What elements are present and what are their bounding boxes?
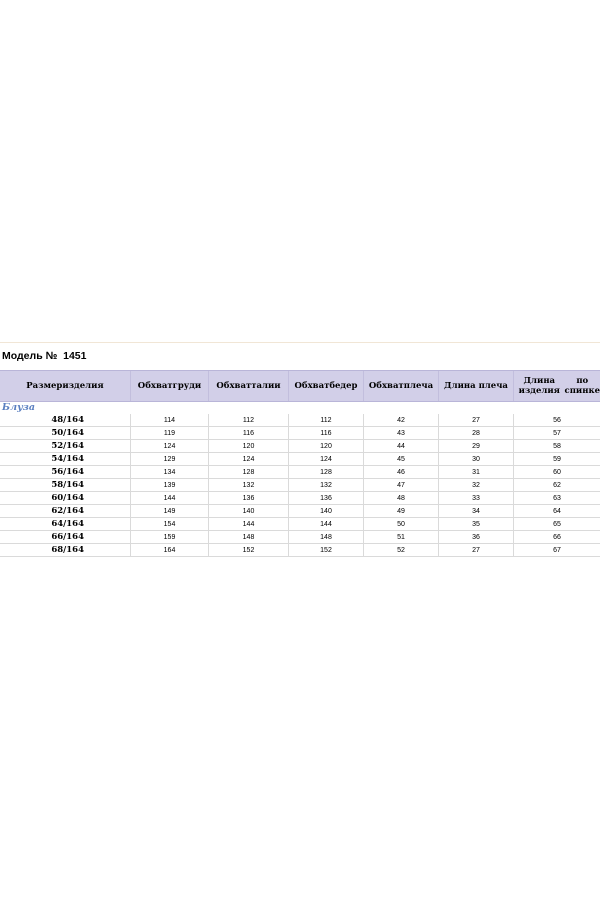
measurement-cell: 140 (288, 505, 363, 517)
table-row (0, 466, 600, 479)
table-row (0, 531, 600, 544)
size-cell: 60/164 (51, 493, 84, 503)
measurement-cell: 63 (513, 492, 600, 504)
measurement-cell: 119 (130, 427, 208, 439)
column-header-text: изделия (62, 381, 104, 391)
table-row (0, 414, 600, 427)
table-row (0, 427, 600, 440)
size-cell: 54/164 (51, 454, 84, 464)
measurement-cell: 49 (363, 505, 438, 517)
size-cell: 68/164 (51, 545, 84, 555)
measurement-cell: 47 (363, 479, 438, 491)
measurement-cell: 112 (288, 414, 363, 426)
table-row (0, 492, 600, 505)
measurement-cell: 159 (130, 531, 208, 543)
size-cell: 58/164 (51, 480, 84, 490)
column-header (130, 371, 208, 401)
measurement-cell: 64 (513, 505, 600, 517)
measurement-cell: 28 (438, 427, 513, 439)
measurement-cell: 46 (363, 466, 438, 478)
table-header-row (0, 370, 600, 402)
measurement-cell: 164 (130, 544, 208, 556)
measurement-cell: 43 (363, 427, 438, 439)
size-chart-table (0, 370, 600, 557)
measurement-cell: 120 (288, 440, 363, 452)
measurement-cell: 32 (438, 479, 513, 491)
measurement-cell: 27 (438, 544, 513, 556)
column-header (288, 371, 363, 401)
measurement-cell: 129 (130, 453, 208, 465)
table-row (0, 505, 600, 518)
measurement-cell: 128 (208, 466, 288, 478)
size-cell: 56/164 (51, 467, 84, 477)
measurement-cell: 27 (438, 414, 513, 426)
measurement-cell: 58 (513, 440, 600, 452)
column-header-text: по спинке (564, 376, 600, 396)
measurement-cell: 112 (208, 414, 288, 426)
measurement-cell: 67 (513, 544, 600, 556)
column-header-text: Обхват (368, 381, 404, 391)
column-header-text: плеча (403, 381, 434, 391)
measurement-cell: 44 (363, 440, 438, 452)
measurement-cell: 128 (288, 466, 363, 478)
measurement-cell: 148 (288, 531, 363, 543)
column-header-text: Обхват (137, 381, 173, 391)
measurement-cell: 51 (363, 531, 438, 543)
measurement-cell: 116 (208, 427, 288, 439)
measurement-cell: 144 (208, 518, 288, 530)
section-label: Блуза (2, 402, 35, 413)
measurement-cell: 152 (208, 544, 288, 556)
column-header-text: Обхват (216, 381, 252, 391)
column-header-text: бедер (329, 381, 358, 391)
table-row (0, 518, 600, 531)
measurement-cell: 152 (288, 544, 363, 556)
measurement-cell: 33 (438, 492, 513, 504)
size-cell: 52/164 (51, 441, 84, 451)
measurement-cell: 144 (288, 518, 363, 530)
measurement-cell: 48 (363, 492, 438, 504)
measurement-cell: 124 (208, 453, 288, 465)
measurement-cell: 149 (130, 505, 208, 517)
column-header (438, 371, 513, 401)
measurement-cell: 60 (513, 466, 600, 478)
table-body (0, 414, 600, 557)
measurement-cell: 154 (130, 518, 208, 530)
measurement-cell: 36 (438, 531, 513, 543)
measurement-cell: 116 (288, 427, 363, 439)
measurement-cell: 140 (208, 505, 288, 517)
column-header (0, 371, 130, 401)
measurement-cell: 124 (288, 453, 363, 465)
measurement-cell: 45 (363, 453, 438, 465)
measurement-cell: 42 (363, 414, 438, 426)
column-header-text: Обхват (294, 381, 330, 391)
size-cell: 64/164 (51, 519, 84, 529)
top-divider (0, 342, 600, 343)
model-title: Модель № 1451 (2, 350, 87, 362)
table-row (0, 479, 600, 492)
measurement-cell: 132 (208, 479, 288, 491)
measurement-cell: 132 (288, 479, 363, 491)
size-cell: 50/164 (51, 428, 84, 438)
column-header (513, 371, 600, 401)
measurement-cell: 66 (513, 531, 600, 543)
size-cell: 66/164 (51, 532, 84, 542)
section-row (0, 402, 600, 414)
measurement-cell: 35 (438, 518, 513, 530)
column-header-text: груди (172, 381, 202, 391)
column-header (363, 371, 438, 401)
measurement-cell: 50 (363, 518, 438, 530)
measurement-cell: 139 (130, 479, 208, 491)
measurement-cell: 52 (363, 544, 438, 556)
measurement-cell: 120 (208, 440, 288, 452)
measurement-cell: 30 (438, 453, 513, 465)
measurement-cell: 148 (208, 531, 288, 543)
measurement-cell: 59 (513, 453, 600, 465)
column-header-text: Длина плеча (444, 381, 508, 391)
measurement-cell: 34 (438, 505, 513, 517)
measurement-cell: 134 (130, 466, 208, 478)
measurement-cell: 136 (288, 492, 363, 504)
column-header-text: Размер (26, 381, 63, 391)
measurement-cell: 62 (513, 479, 600, 491)
measurement-cell: 65 (513, 518, 600, 530)
table-row (0, 544, 600, 557)
size-cell: 62/164 (51, 506, 84, 516)
table-row (0, 440, 600, 453)
measurement-cell: 56 (513, 414, 600, 426)
column-header-text: Длина изделия (518, 376, 560, 396)
column-header-text: талии (251, 381, 281, 391)
measurement-cell: 124 (130, 440, 208, 452)
measurement-cell: 114 (130, 414, 208, 426)
table-row (0, 453, 600, 466)
size-cell: 48/164 (51, 415, 84, 425)
measurement-cell: 31 (438, 466, 513, 478)
column-header (208, 371, 288, 401)
measurement-cell: 144 (130, 492, 208, 504)
measurement-cell: 136 (208, 492, 288, 504)
measurement-cell: 57 (513, 427, 600, 439)
measurement-cell: 29 (438, 440, 513, 452)
